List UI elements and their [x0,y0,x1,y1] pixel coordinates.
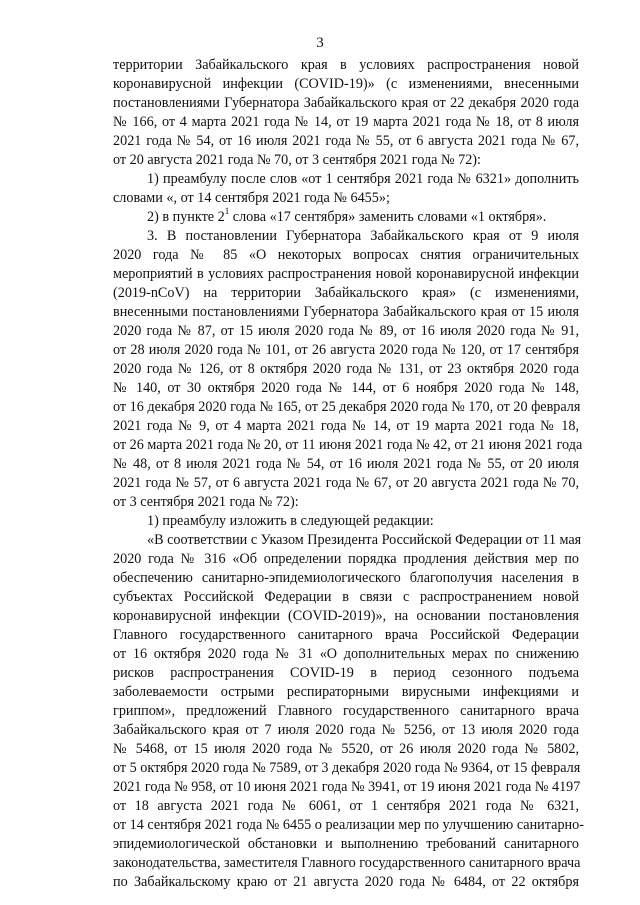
text-line: № 48, от 8 июля 2021 года № 54, от 16 июля 2021 года № 55, от 20 июля [113,456,579,472]
text-line: коронавирусной инфекции (COVID-2019)», на основании постановления [113,608,579,624]
text-line: обеспечению санитарно-эпидемиологического благополучия населения в [113,570,579,586]
text-line: мероприятий в условиях распространения новой коронавирусной инфекции [113,266,579,282]
text-line: Забайкальского края от 7 июля 2020 года № 5256, от 13 июля 2020 года [113,722,579,738]
page-number: 3 [316,35,324,51]
text-line: (2019-nCoV) на территории Забайкальского края» (с изменениями, [113,285,579,301]
text-line: от 16 декабря 2020 года № 165, от 25 декабря 2020 года № 170, от 20 февраля [113,399,581,415]
document-body [113,56,584,892]
text-line: заболеваемости острыми респираторными вирусными инфекциями и [113,684,579,700]
text-line: 2021 года № 9, от 4 марта 2021 года № 14, от 19 марта 2021 года № 18, [113,418,579,434]
text-line: рисков распространения COVID-19 в период сезонного подъема [113,665,579,681]
text-line: от 26 марта 2021 года № 20, от 11 июня 2021 года № 42, от 21 июня 2021 года [113,437,583,453]
text-line: внесенными постановлениями Губернатора Забайкальского края от 15 июля [113,304,579,320]
text-line: 2020 года № 316 «Об определении порядка продления действия мер по [113,551,579,567]
text-line: от 18 августа 2021 года № 6061, от 1 сентября 2021 года № 6321, [113,798,579,814]
text-line: № 5468, от 15 июля 2020 года № 5520, от 26 июля 2020 года № 5802, [113,741,579,757]
text-line: «В соответствии с Указом Президента Российской Федерации от 11 мая [147,532,582,548]
text-line: 3. В постановлении Губернатора Забайкальского края от 9 июля [147,228,579,244]
text-line: Главного государственного санитарного врача Российской Федерации [113,627,579,643]
text-line: от 28 июля 2020 года № 101, от 26 августа 2020 года № 120, от 17 сентября [113,342,579,358]
text-line: коронавирусной инфекции (COVID-19)» (с изменениями, внесенными [113,76,579,92]
text-line: словами «, от 14 сентября 2021 года № 6455»; [113,190,390,206]
text-line: 2021 года № 54, от 16 июля 2021 года № 55, от 6 августа 2021 года № 67, [113,133,579,149]
text-line: 2) в пункте $2^1$ слова «17 сентября» заменить словами «1 октября». [147,206,547,225]
text-line: субъектах Российской Федерации в связи с распространением новой [113,589,579,605]
text-line: 2020 года № 85 «О некоторых вопросах снятия ограничительных [113,247,579,263]
text-line: от 14 сентября 2021 года № 6455 о реализации мер по улучшению санитарно- [113,817,584,833]
text-line: от 16 октября 2020 года № 31 «О дополнительных мерах по снижению [113,646,579,662]
text-line: от 20 августа 2021 года № 70, от 3 сентября 2021 года № 72): [113,152,481,168]
text-line: 1) преамбулу после слов «от 1 сентября 2021 года № 6321» дополнить [147,171,579,187]
text-line: 2020 года № 87, от 15 июля 2020 года № 89, от 16 июля 2020 года № 91, [113,323,579,339]
text-line: территории Забайкальского края в условиях распространения новой [113,57,579,73]
text-line: 2021 года № 57, от 6 августа 2021 года № 67, от 20 августа 2021 года № 70, [113,475,579,491]
text-line: № 166, от 4 марта 2021 года № 14, от 19 марта 2021 года № 18, от 8 июля [113,114,579,130]
text-line: 2020 года № 126, от 8 октября 2020 года № 131, от 23 октября 2020 года [113,361,579,377]
text-line: законодательства, заместителя Главного государственного санитарного врача [113,855,581,871]
text-line: № 140, от 30 октября 2020 года № 144, от 6 ноября 2020 года № 148, [113,380,579,396]
text-line: от 5 октября 2020 года № 7589, от 3 декабря 2020 года № 9364, от 15 февраля [113,760,581,776]
text-line: постановлениями Губернатора Забайкальского края от 22 декабря 2020 года [113,95,579,111]
text-line: от 3 сентября 2021 года № 72): [113,494,299,510]
text-line: эпидемиологической обстановки и выполнению требований санитарного [113,836,579,852]
text-line: 1) преамбулу изложить в следующей редакции: [147,513,434,529]
text-line: по Забайкальскому краю от 21 августа 2020 года № 6484, от 22 октября [113,874,579,890]
text-line: 2021 года № 958, от 10 июня 2021 года № 3941, от 19 июня 2021 года № 4197 [113,779,581,795]
text-line: гриппом», предложений Главного государственного санитарного врача [113,703,579,719]
superscript: 1 [224,206,230,217]
